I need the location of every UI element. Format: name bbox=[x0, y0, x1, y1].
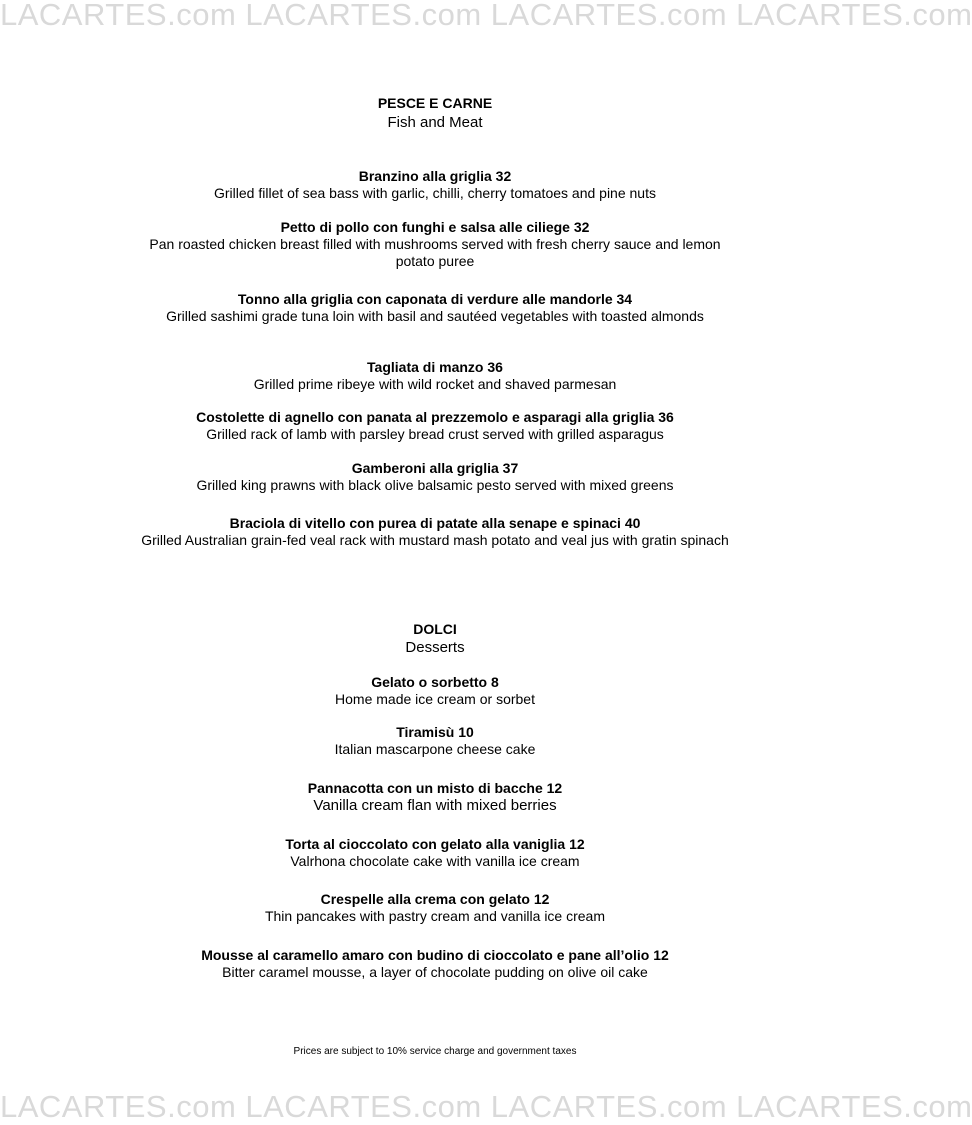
section-subtitle-desserts: Desserts bbox=[405, 639, 465, 656]
menu-item-braciola bbox=[130, 515, 740, 549]
menu-item-description: Thin pancakes with pastry cream and vanilla ice cream bbox=[264, 908, 606, 924]
watermark-top: LACARTES.com LACARTES.com LACARTES.com LACARTES.com bbox=[0, 0, 972, 32]
price-footnote: Prices are subject to 10% service charge and government taxes bbox=[293, 1046, 577, 1057]
menu-item-name: Tiramisù 10 bbox=[396, 724, 474, 740]
menu-item-name: Mousse al caramello amaro con budino di cioccolato e pane all’olio 12 bbox=[201, 947, 669, 963]
menu-item-description: Grilled rack of lamb with parsley bread crust served with grilled asparagus bbox=[206, 426, 664, 442]
menu-item-name: Petto di pollo con funghi e salsa alle ciliege 32 bbox=[280, 219, 590, 235]
menu-item-gamberoni bbox=[130, 460, 740, 494]
menu-item-description: Grilled fillet of sea bass with garlic, chilli, cherry tomatoes and pine nuts bbox=[214, 185, 656, 201]
menu-item-description: Grilled prime ribeye with wild rocket and shaved parmesan bbox=[253, 376, 617, 392]
menu-item-name: Tagliata di manzo 36 bbox=[367, 359, 503, 375]
menu-item-name: Crespelle alla crema con gelato 12 bbox=[320, 891, 550, 907]
menu-item-tonno bbox=[130, 291, 740, 325]
menu-item-gelato bbox=[130, 674, 740, 708]
menu-item-pannacotta bbox=[130, 780, 740, 814]
menu-item-description: Grilled sashimi grade tuna loin with basil and sautéed vegetables with toasted almonds bbox=[166, 308, 704, 324]
section-title-pesce-e-carne: PESCE E CARNE bbox=[377, 95, 493, 111]
menu-item-tiramisu bbox=[130, 724, 740, 758]
section-subtitle-fish-and-meat: Fish and Meat bbox=[387, 114, 483, 131]
menu-item-name: Gamberoni alla griglia 37 bbox=[351, 460, 519, 476]
menu-item-crespelle bbox=[130, 891, 740, 925]
menu-item-name: Tonno alla griglia con caponata di verdure alle mandorle 34 bbox=[237, 291, 633, 307]
menu-item-description: Home made ice cream or sorbet bbox=[335, 691, 535, 707]
menu-item-description: Grilled king prawns with black olive balsamic pesto served with mixed greens bbox=[196, 477, 674, 493]
menu-item-mousse bbox=[130, 947, 740, 981]
menu-item-description: Pan roasted chicken breast filled with mushrooms served with fresh cherry sauce and lemon potato puree bbox=[149, 236, 721, 269]
menu-item-branzino bbox=[130, 168, 740, 202]
menu-item-description: Bitter caramel mousse, a layer of chocolate pudding on olive oil cake bbox=[222, 964, 648, 980]
menu-item-description: Valrhona chocolate cake with vanilla ice cream bbox=[290, 853, 580, 869]
menu-item-name: Costolette di agnello con panata al prezzemolo e asparagi alla griglia 36 bbox=[196, 409, 674, 425]
watermark-bottom: LACARTES.com LACARTES.com LACARTES.com LACARTES.com bbox=[0, 1089, 972, 1124]
menu-item-name: Torta al cioccolato con gelato alla vaniglia 12 bbox=[285, 836, 585, 852]
menu-item-name: Braciola di vitello con purea di patate alla senape e spinaci 40 bbox=[229, 515, 641, 531]
menu-item-name: Gelato o sorbetto 8 bbox=[371, 674, 499, 690]
section-title-dolci: DOLCI bbox=[413, 621, 457, 637]
menu-item-name: Branzino alla griglia 32 bbox=[358, 168, 512, 184]
menu-item-description: Italian mascarpone cheese cake bbox=[334, 741, 536, 757]
menu-item-petto-di-pollo bbox=[130, 219, 740, 270]
menu-item-name: Pannacotta con un misto di bacche 12 bbox=[307, 780, 563, 796]
menu-item-costolette bbox=[130, 409, 740, 443]
menu-item-description: Grilled Australian grain-fed veal rack with mustard mash potato and veal jus with gratin spinach bbox=[141, 532, 729, 548]
menu-item-description: Vanilla cream flan with mixed berries bbox=[313, 797, 557, 814]
menu-item-tagliata bbox=[130, 359, 740, 393]
menu-item-torta-al-cioccolato bbox=[130, 836, 740, 870]
